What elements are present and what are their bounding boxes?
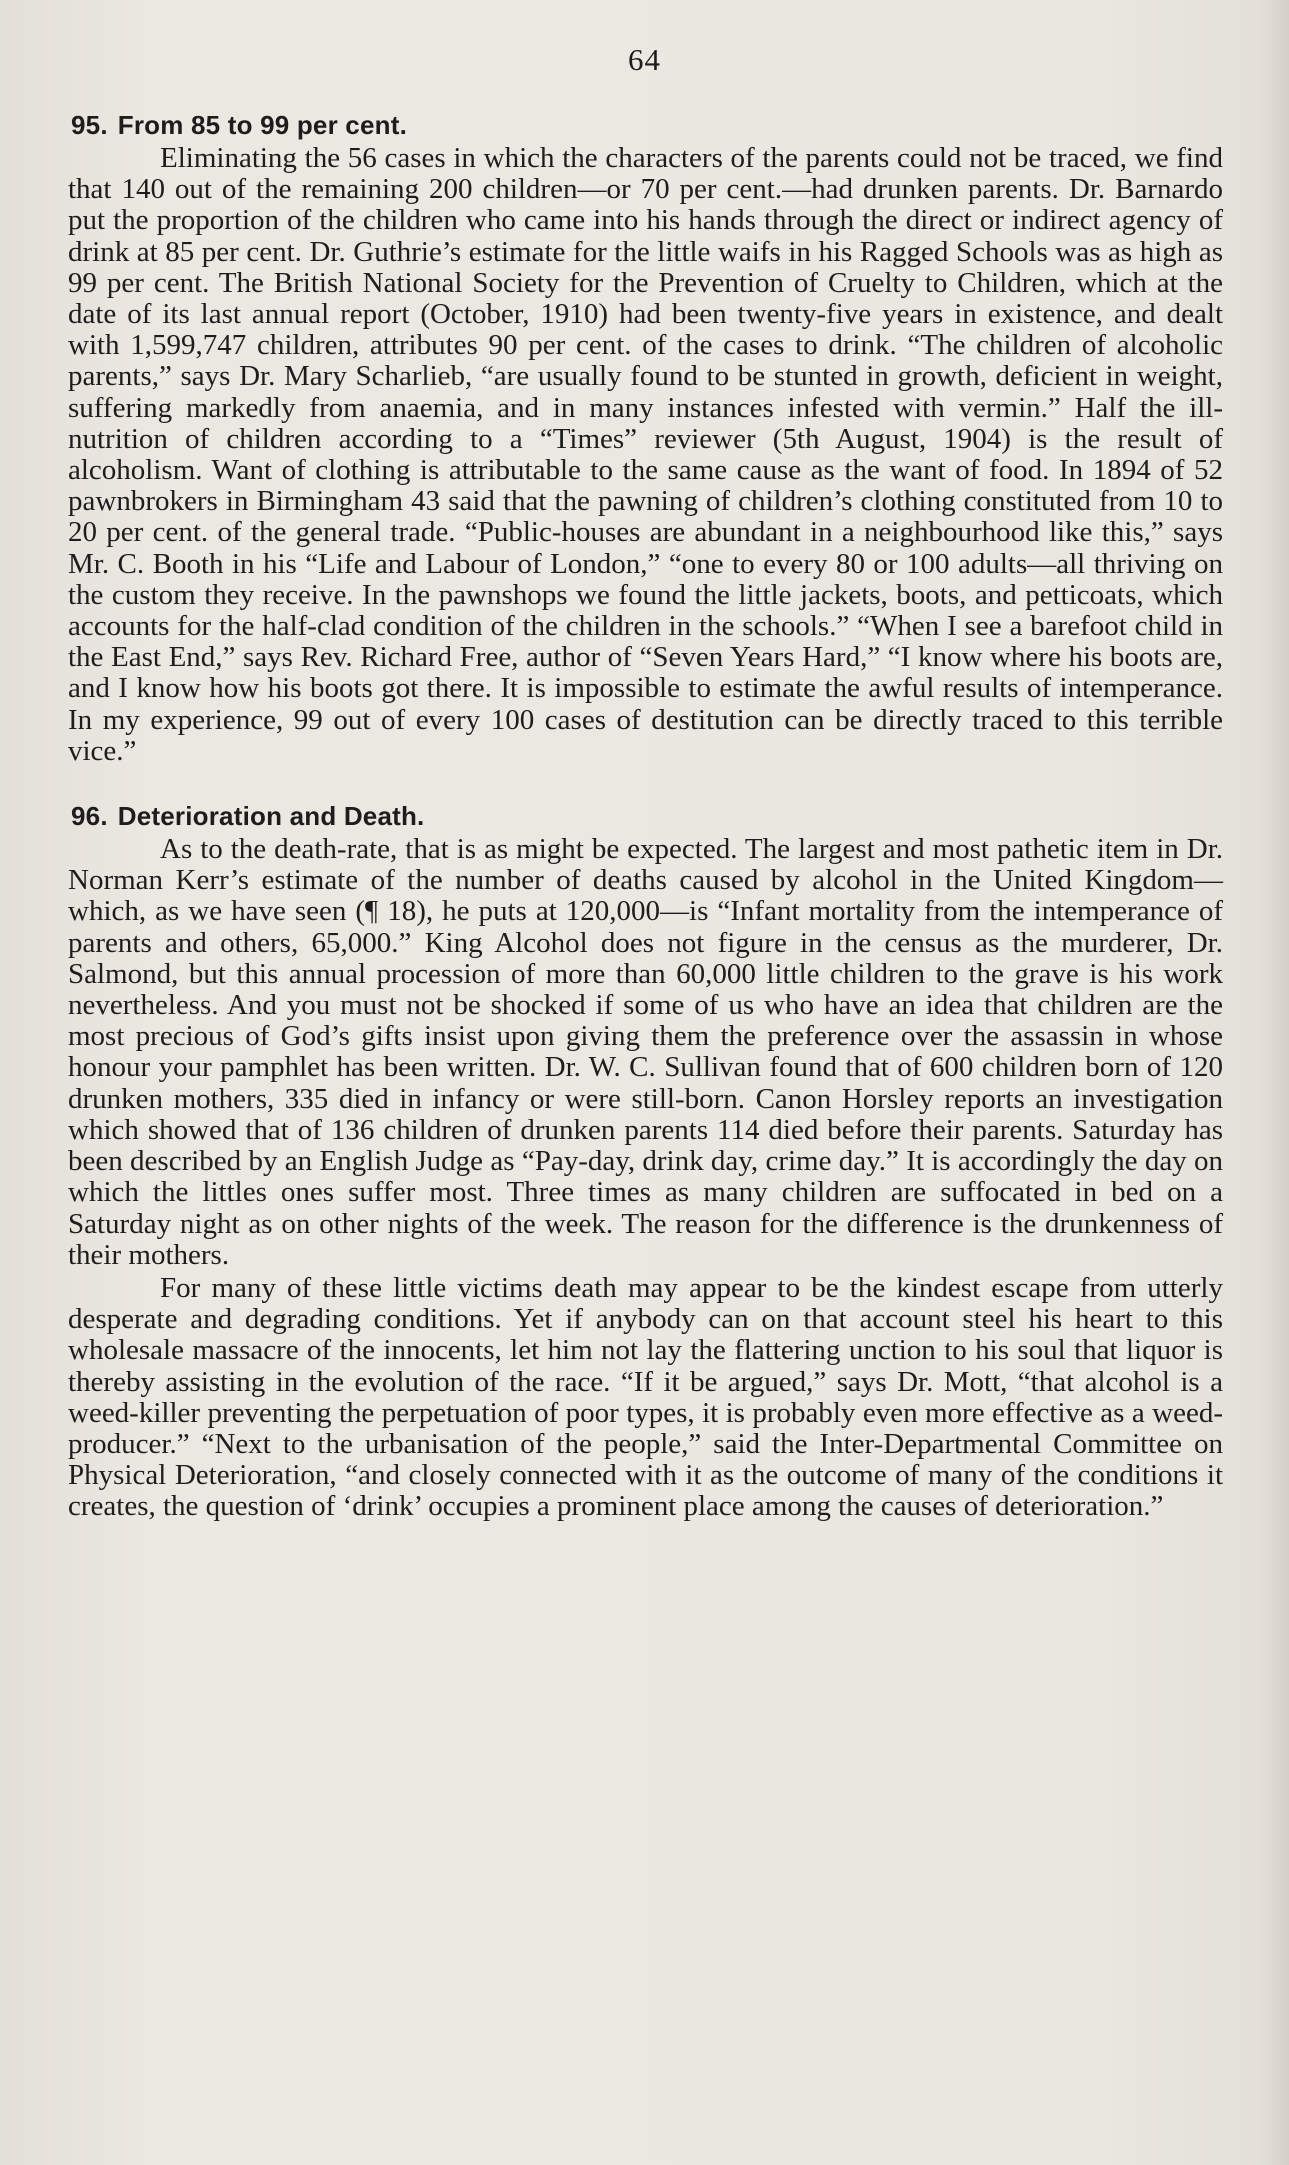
page-number: 64 [628, 42, 661, 77]
section-95 [68, 110, 1223, 767]
page-edge-shadow [1259, 0, 1289, 2165]
paragraph: For many of these little victims death may appear to be the kindest escape from utterly desperate and degrading conditions. Yet if anybody can on that account steel his heart to this wholesale massacre of the innocents, let him not lay the flattering unction to his soul that liquor is thereby assisting in the evolution of the race. “If it be argued,” says Dr. Mott, “that alcohol is a weed-killer preventing the perpetuation of poor types, it is probably even more effective as a weed-producer.” “Next to the urbanisation of the people,” said the Inter-Departmental Committee on Physical Deterioration, “and closely connected with it as the outcome of many of the conditions it creates, the question of ‘drink’ occupies a prominent place among the causes of deterioration.” [68, 1271, 1223, 1523]
page-body [68, 110, 1223, 1523]
section-heading [71, 110, 1223, 141]
paragraph: Eliminating the 56 cases in which the characters of the parents could not be traced, we find that 140 out of the remaining 200 children—or 70 per cent.—had drunken parents. Dr. Barnardo put the proportion of the children who came into his hands through the direct or indirect agency of drink at 85 per cent. Dr. Guthrie’s estimate for the little waifs in his Ragged Schools was as high as 99 per cent. The British National Society for the Prevention of Cruelty to Children, which at the date of its last annual report (October, 1910) had been twenty-five years in existence, and dealt with 1,599,747 children, attributes 90 per cent. of the cases to drink. “The children of alcoholic parents,” says Dr. Mary Scharlieb, “are usually found to be stunted in growth, deficient in weight, suffering markedly from anaemia, and in many instances infested with vermin.” Half the ill-nutrition of children according to a “Times” reviewer (5th August, 1904) is the result of alcoholism. Want of clothing is attributable to the same cause as the want of food. In 1894 of 52 pawnbrokers in Birmingham 43 said that the pawning of children’s clothing constituted from 10 to 20 per cent. of the general trade. “Public-houses are abundant in a neighbourhood like this,” says Mr. C. Booth in his “Life and Labour of London,” “one to every 80 or 100 adults—all thriving on the custom they receive. In the pawnshops we found the little jackets, boots, and petticoats, which accounts for the half-clad condition of the children in the schools.” “When I see a barefoot child in the East End,” says Rev. Richard Free, author of “Seven Years Hard,” “I know where his boots are, and I know how his boots got there. It is impossible to estimate the awful results of intemperance. In my experience, 99 out of every 100 cases of destitution can be directly traced to this terrible vice.” [68, 142, 1223, 767]
section-title: Deterioration and Death. [117, 801, 425, 832]
paragraph: As to the death-rate, that is as might be expected. The largest and most pathetic item in Dr. Norman Kerr’s estimate of the number of deaths caused by alcohol in the United Kingdom—which, as we have seen (¶ 18), he puts at 120,000—is “Infant mortality from the intemperance of parents and others, 65,000.” King Alcohol does not figure in the census as the murderer, Dr. Salmond, but this annual procession of more than 60,000 little children to the grave is his work nevertheless. And you must not be shocked if some of us who have an idea that children are the most precious of God’s gifts insist upon giving them the preference over the assassin in whose honour your pamphlet has been written. Dr. W. C. Sullivan found that of 600 children born of 120 drunken mothers, 335 died in infancy or were still-born. Canon Horsley reports an investigation which showed that of 136 children of drunken parents 114 died before their parents. Saturday has been described by an English Judge as “Pay-day, drink day, crime day.” It is accordingly the day on which the littles ones suffer most. Three times as many children are suffocated in bed on a Saturday night as on other nights of the week. The reason for the difference is the drunkenness of their mothers. [68, 833, 1223, 1271]
section-heading [71, 801, 1223, 832]
section-number: 96. [71, 801, 108, 832]
section-title: From 85 to 99 per cent. [117, 110, 407, 140]
section-96 [68, 801, 1223, 1522]
section-number: 95. [71, 110, 108, 140]
